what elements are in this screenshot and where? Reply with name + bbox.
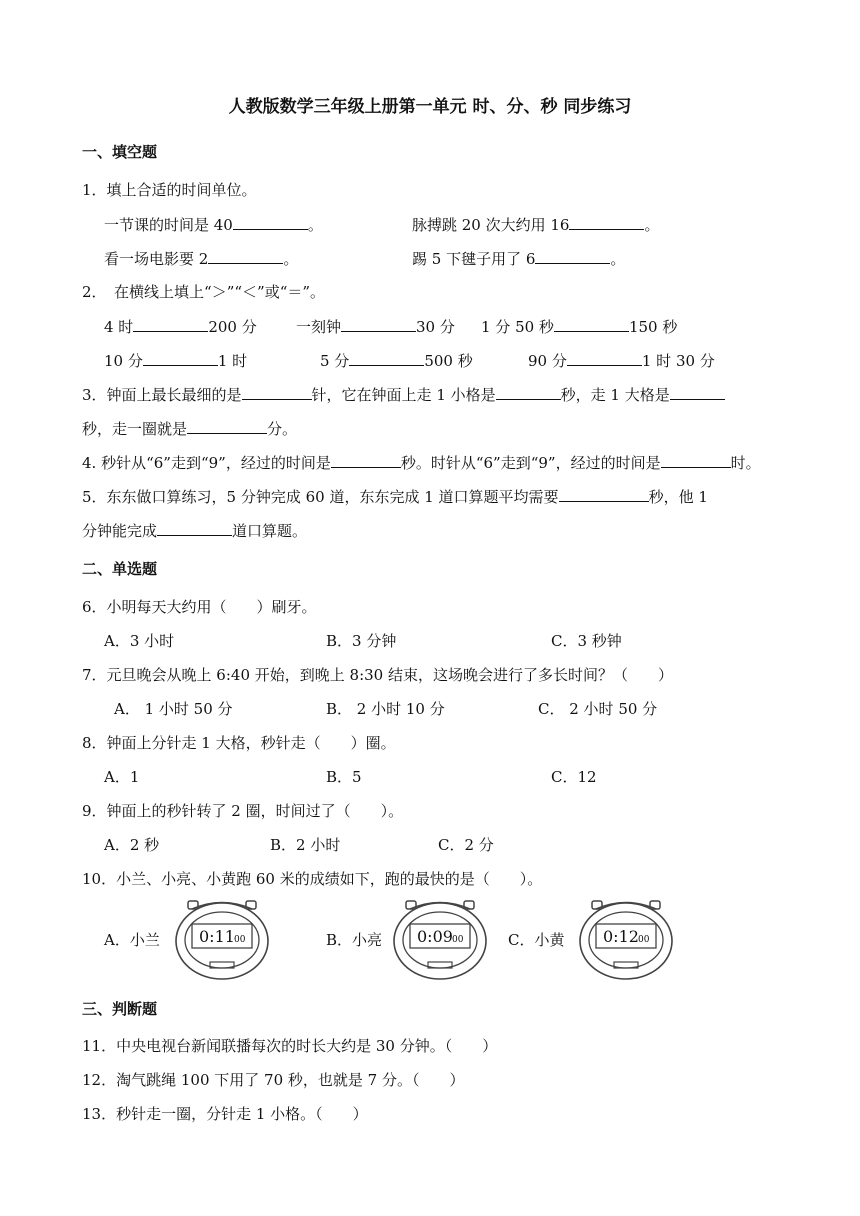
question-9-option-b[interactable]: B．2 小时 <box>270 836 341 854</box>
question-1-item-b: 脉搏跳 20 次大约用 16 。 <box>412 216 660 234</box>
question-8-option-c[interactable]: C．12 <box>551 768 597 786</box>
answer-blank[interactable] <box>569 214 644 230</box>
question-6-option-a[interactable]: A．3 小时 <box>104 632 175 650</box>
question-2-item-5: 5 分 500 秒 <box>320 352 473 370</box>
question-9-stem: 9．钟面上的秒针转了 2 圈，时间过了（ ）。 <box>82 802 404 820</box>
question-8-stem: 8．钟面上分针走 1 大格，秒针走（ ）圈。 <box>82 734 396 752</box>
stopwatch-a-icon <box>174 898 270 982</box>
question-2-item-3: 1 分 50 秒 150 秒 <box>481 318 678 336</box>
question-13: 13．秒针走一圈，分针走 1 小格。（ ） <box>82 1105 368 1123</box>
answer-blank[interactable] <box>567 350 642 366</box>
question-9-option-c[interactable]: C．2 分 <box>438 836 494 854</box>
question-6-option-b[interactable]: B．3 分钟 <box>326 632 397 650</box>
stopwatch-b-icon <box>392 898 488 982</box>
answer-blank[interactable] <box>661 452 731 468</box>
section-heading-fill-in: 一、填空题 <box>82 143 158 161</box>
section-heading-true-false: 三、判断题 <box>82 1000 158 1018</box>
question-12: 12．淘气跳绳 100 下用了 70 秒，也就是 7 分。（ ） <box>82 1071 465 1089</box>
answer-blank[interactable] <box>554 316 629 332</box>
answer-blank[interactable] <box>233 214 308 230</box>
question-4: 4. 秒针从“6”走到“9”，经过的时间是 秒。时针从“6”走到“9”，经过的时间是 时。 <box>82 454 761 472</box>
answer-blank[interactable] <box>559 486 649 502</box>
stopwatch-b-hundredths: 00 <box>452 935 464 945</box>
stopwatch-c-hundredths: 00 <box>638 935 650 945</box>
stopwatch-b-time: 0:09 <box>417 927 453 946</box>
question-7-stem: 7．元旦晚会从晚上 6:40 开始，到晚上 8:30 结束，这场晚会进行了多长时间？（ ） <box>82 666 673 684</box>
question-3-line-2: 秒，走一圈就是 分。 <box>82 420 298 438</box>
answer-blank[interactable] <box>157 520 232 536</box>
question-3-line-1: 3．钟面上最长最细的是 针，它在钟面上走 1 小格是 秒，走 1 大格是 <box>82 384 725 405</box>
answer-blank[interactable] <box>331 452 401 468</box>
question-2-item-4: 10 分 1 时 <box>104 352 248 370</box>
stopwatch-a-hundredths: 00 <box>234 935 246 945</box>
question-1-item-d: 踢 5 下毽子用了 6 。 <box>412 250 626 268</box>
question-8-option-a[interactable]: A．1 <box>104 768 140 786</box>
question-1-item-a: 一节课的时间是 40 。 <box>104 216 323 234</box>
question-7-option-c[interactable]: C． 2 小时 50 分 <box>538 700 658 718</box>
answer-blank[interactable] <box>143 350 218 366</box>
question-2-item-2: 一刻钟 30 分 <box>296 318 455 336</box>
stopwatch-c-time: 0:12 <box>603 927 639 946</box>
answer-blank[interactable] <box>133 316 208 332</box>
answer-blank[interactable] <box>496 384 561 400</box>
question-5-line-1: 5．东东做口算练习，5 分钟完成 60 道，东东完成 1 道口算题平均需要 秒，他 1 <box>82 488 708 506</box>
answer-blank[interactable] <box>670 384 725 400</box>
question-1-stem: 1．填上合适的时间单位。 <box>82 181 257 199</box>
question-10-stem: 10．小兰、小亮、小黄跑 60 米的成绩如下，跑的最快的是（ ）。 <box>82 870 543 888</box>
question-10-option-b[interactable]: B．小亮 <box>326 931 383 949</box>
question-6-option-c[interactable]: C．3 秒钟 <box>551 632 622 650</box>
question-6-stem: 6．小明每天大约用（ ）刷牙。 <box>82 598 317 616</box>
question-7-option-b[interactable]: B． 2 小时 10 分 <box>326 700 445 718</box>
answer-blank[interactable] <box>341 316 416 332</box>
answer-blank[interactable] <box>535 248 610 264</box>
question-2-stem: 2． 在横线上填上“＞”“＜”或“＝”。 <box>82 283 326 301</box>
question-11: 11．中央电视台新闻联播每次的时长大约是 30 分钟。（ ） <box>82 1037 498 1055</box>
stopwatch-c-icon <box>578 898 674 982</box>
section-heading-single-choice: 二、单选题 <box>82 560 158 578</box>
page-title: 人教版数学三年级上册第一单元 时、分、秒 同步练习 <box>228 97 632 117</box>
question-2-item-1: 4 时 200 分 <box>104 318 257 336</box>
question-10-option-a[interactable]: A．小兰 <box>104 931 160 949</box>
question-8-option-b[interactable]: B．5 <box>326 768 362 786</box>
stopwatch-a-time: 0:11 <box>199 927 235 946</box>
question-7-option-a[interactable]: A． 1 小时 50 分 <box>114 700 233 718</box>
answer-blank[interactable] <box>242 384 312 400</box>
question-10-option-c[interactable]: C．小黄 <box>508 931 565 949</box>
question-5-line-2: 分钟能完成 道口算题。 <box>82 522 308 540</box>
answer-blank[interactable] <box>208 248 283 264</box>
question-1-item-c: 看一场电影要 2 。 <box>104 250 299 268</box>
answer-blank[interactable] <box>349 350 424 366</box>
answer-blank[interactable] <box>187 418 267 434</box>
question-9-option-a[interactable]: A．2 秒 <box>104 836 160 854</box>
question-2-item-6: 90 分 1 时 30 分 <box>528 352 715 370</box>
